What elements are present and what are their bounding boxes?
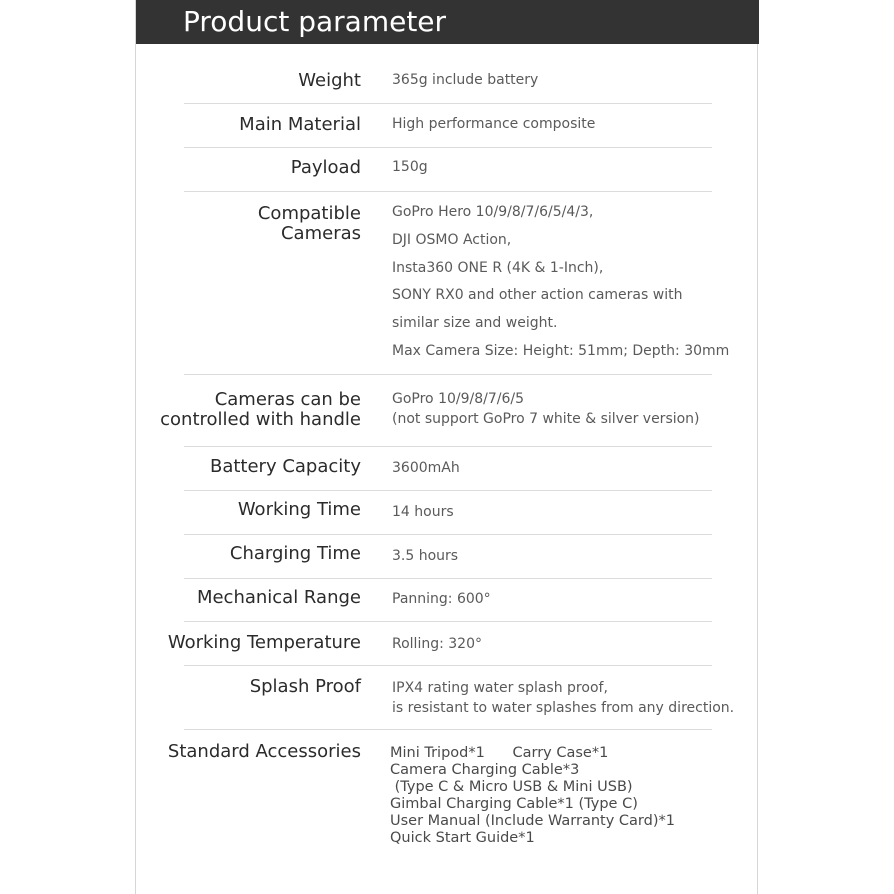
value-line: Panning: 600° <box>392 591 491 607</box>
param-label-battery-capacity <box>210 457 361 477</box>
param-value-compatible-cameras <box>392 199 729 366</box>
label-line: Charging Time <box>229 543 361 564</box>
label-line: controlled with handle <box>160 409 361 430</box>
param-label-compatible-cameras <box>258 204 361 244</box>
label-line: Splash Proof <box>249 676 361 697</box>
value-line: 3600mAh <box>392 460 460 476</box>
label-line: Cameras <box>280 223 361 244</box>
param-label-mechanical-range <box>197 588 361 608</box>
param-label-standard-accessories <box>168 742 361 762</box>
row-divider <box>184 621 712 622</box>
param-value-payload <box>392 157 428 177</box>
value-line: 365g include battery <box>392 72 539 88</box>
param-value-charging-time <box>392 546 458 566</box>
header-bar <box>136 0 759 44</box>
value-line: 14 hours <box>392 504 454 520</box>
label-line: Working Temperature <box>167 632 361 653</box>
value-line: Insta360 ONE R (4K & 1-Inch), <box>392 259 604 276</box>
row-divider <box>184 665 712 666</box>
row-divider <box>184 374 712 375</box>
param-value-splash-proof <box>392 678 734 718</box>
value-line: GoPro 10/9/8/7/6/5 <box>392 391 525 407</box>
value-line: 150g <box>392 159 428 175</box>
param-label-charging-time <box>230 544 361 564</box>
value-line: User Manual (Include Warranty Card)*1 <box>390 813 675 829</box>
label-line: Standard Accessories <box>167 741 361 762</box>
row-divider <box>184 729 712 730</box>
param-label-payload <box>291 158 361 178</box>
label-line: Payload <box>290 157 361 178</box>
row-divider <box>184 490 712 491</box>
label-line: Weight <box>298 70 361 91</box>
row-divider <box>184 446 712 447</box>
param-value-controlled-cameras <box>392 389 700 429</box>
param-value-working-time <box>392 502 454 522</box>
value-line: Camera Charging Cable*3 <box>390 762 580 778</box>
param-value-standard-accessories <box>390 745 675 847</box>
param-label-controlled-cameras <box>160 390 361 430</box>
param-value-working-temperature <box>392 634 482 654</box>
value-line: Mini Tripod*1 Carry Case*1 <box>390 745 609 761</box>
page-title: Product parameter <box>183 5 447 38</box>
value-line: (Type C & Micro USB & Mini USB) <box>390 779 633 795</box>
value-line: (not support GoPro 7 white & silver version) <box>392 411 700 427</box>
value-line: similar size and weight. <box>392 315 558 332</box>
value-line: IPX4 rating water splash proof, <box>392 680 608 696</box>
param-label-splash-proof <box>250 677 361 697</box>
value-line: High performance composite <box>392 116 596 132</box>
value-line: GoPro Hero 10/9/8/7/6/5/4/3, <box>392 204 594 220</box>
param-value-mechanical-range <box>392 589 491 609</box>
param-label-main-material <box>239 115 361 135</box>
param-value-main-material <box>392 114 595 134</box>
row-divider <box>184 103 712 104</box>
label-line: Compatible <box>257 203 361 224</box>
label-line: Cameras can be <box>214 389 361 410</box>
parameter-card <box>135 0 758 894</box>
value-line: SONY RX0 and other action cameras with <box>392 287 683 304</box>
label-line: Main Material <box>239 114 361 135</box>
value-line: 3.5 hours <box>392 548 459 564</box>
param-label-working-time <box>238 500 361 520</box>
value-line: Max Camera Size: Height: 51mm; Depth: 30mm <box>392 342 730 359</box>
param-label-weight <box>298 71 361 91</box>
value-line: Quick Start Guide*1 <box>390 830 535 846</box>
row-divider <box>184 191 712 192</box>
row-divider <box>184 534 712 535</box>
label-line: Mechanical Range <box>196 587 361 608</box>
value-line: Gimbal Charging Cable*1 (Type C) <box>390 796 638 812</box>
param-value-battery-capacity <box>392 458 460 478</box>
row-divider <box>184 147 712 148</box>
label-line: Working Time <box>237 499 361 520</box>
value-line: DJI OSMO Action, <box>392 231 512 248</box>
row-divider <box>184 578 712 579</box>
param-label-working-temperature <box>168 633 361 653</box>
param-value-weight <box>392 70 538 90</box>
value-line: Rolling: 320° <box>392 636 482 652</box>
value-line: is resistant to water splashes from any direction. <box>392 700 735 716</box>
label-line: Battery Capacity <box>209 456 361 477</box>
